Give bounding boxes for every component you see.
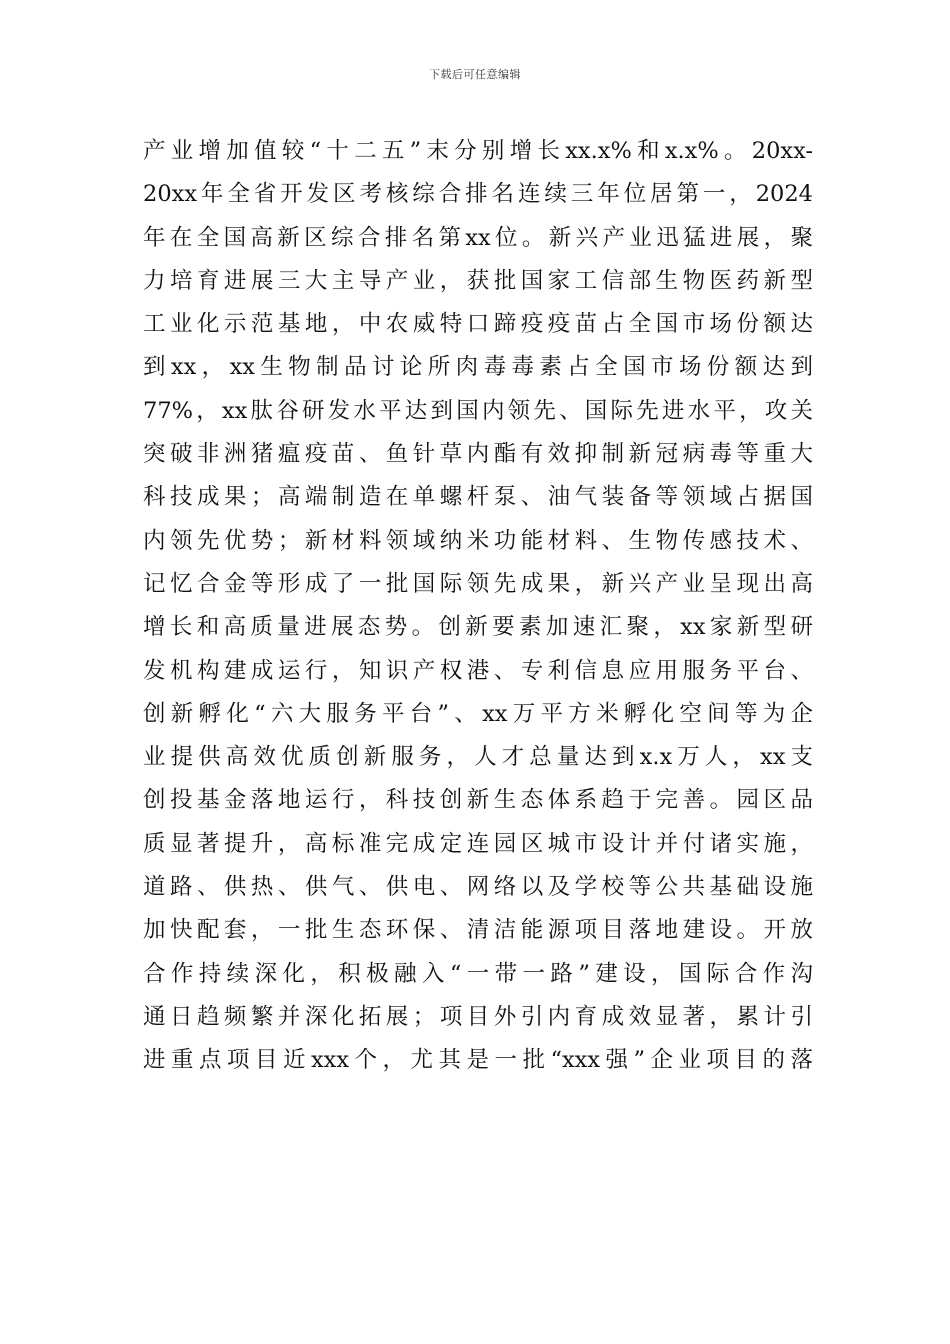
text-line: 20xx年全省开发区考核综合排名连续三年位居第一，2024 (143, 181, 813, 208)
text-line: 年在全国高新区综合排名第xx位。新兴产业迅猛进展，聚 (143, 224, 813, 251)
text-line: 创新孵化“六大服务平台”、xx万平方米孵化空间等为企 (143, 700, 813, 727)
text-line: 创投基金落地运行，科技创新生态体系趋于完善。园区品 (143, 787, 813, 814)
body-paragraph (143, 130, 813, 1083)
text-line: 科技成果；高端制造在单螺杆泵、油气装备等领域占据国 (143, 484, 813, 511)
text-line: 业提供高效优质创新服务，人才总量达到x.x万人，xx支 (143, 744, 813, 771)
text-line: 进重点项目近xxx个，尤其是一批“xxx强”企业项目的落 (143, 1047, 813, 1074)
text-line: 力培育进展三大主导产业，获批国家工信部生物医药新型 (143, 267, 813, 294)
text-line: 产业增加值较“十二五”末分别增长xx.x%和x.x%。20xx- (143, 138, 813, 164)
text-line: 记忆合金等形成了一批国际领先成果，新兴产业呈现出高 (143, 570, 813, 597)
text-line: 77%，xx肽谷研发水平达到国内领先、国际先进水平，攻关 (143, 397, 813, 424)
text-line: 突破非洲猪瘟疫苗、鱼针草内酯有效抑制新冠病毒等重大 (143, 441, 813, 468)
text-line: 增长和高质量进展态势。创新要素加速汇聚，xx家新型研 (143, 614, 813, 641)
text-line: 发机构建成运行，知识产权港、专利信息应用服务平台、 (143, 657, 813, 684)
text-line: 到xx，xx生物制品讨论所肉毒毒素占全国市场份额达到 (143, 354, 813, 381)
text-line: 工业化示范基地，中农威特口蹄疫疫苗占全国市场份额达 (143, 311, 813, 338)
text-line: 质显著提升，高标准完成定连园区城市设计并付诸实施， (143, 830, 813, 857)
text-line: 加快配套，一批生态环保、清洁能源项目落地建设。开放 (143, 917, 813, 944)
page-header: 下载后可任意编辑 (429, 68, 521, 81)
text-line: 道路、供热、供气、供电、网络以及学校等公共基础设施 (143, 874, 813, 901)
text-line: 合作持续深化，积极融入“一带一路”建设，国际合作沟 (143, 960, 813, 987)
text-line: 通日趋频繁并深化拓展；项目外引内育成效显著，累计引 (143, 1003, 813, 1030)
text-line: 内领先优势；新材料领域纳米功能材料、生物传感技术、 (143, 527, 813, 554)
